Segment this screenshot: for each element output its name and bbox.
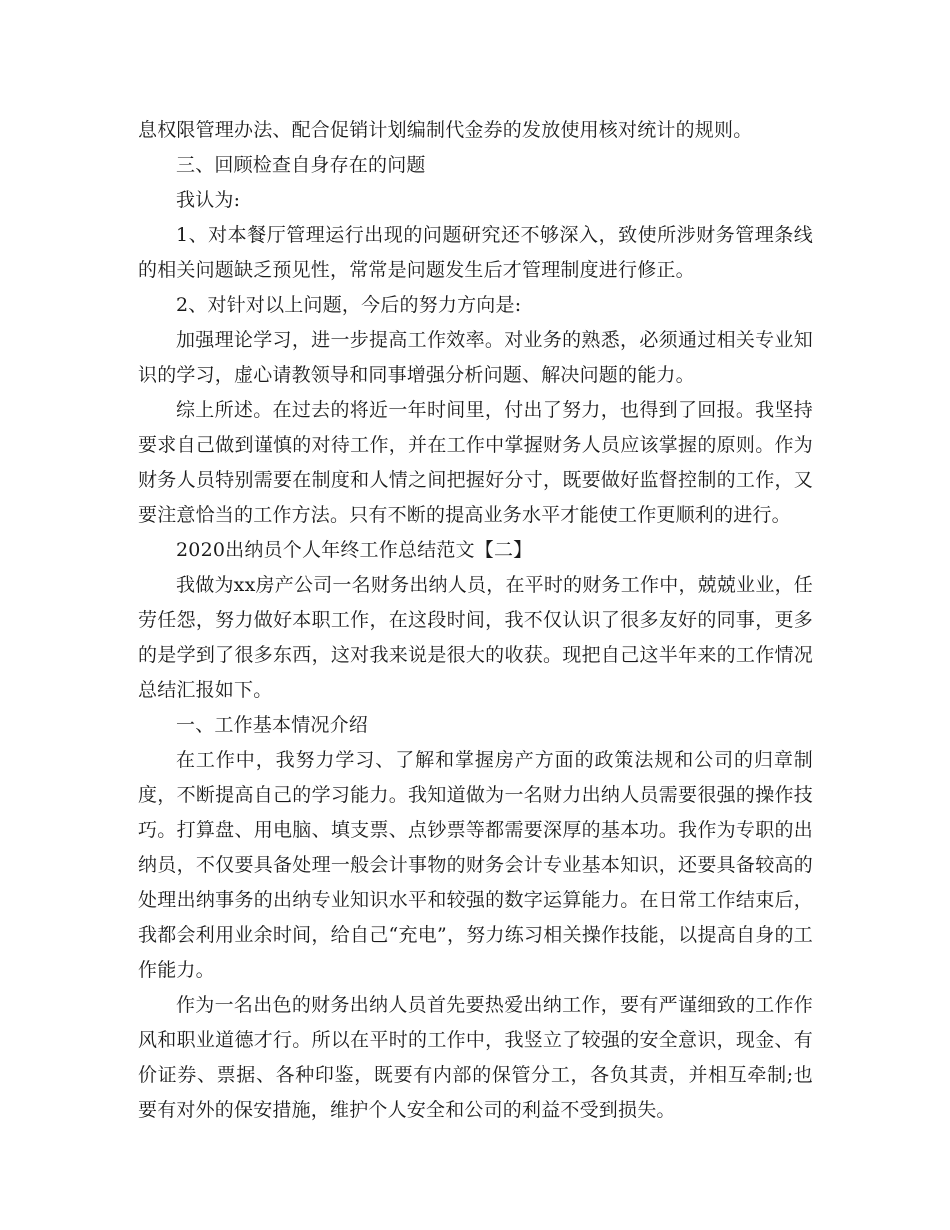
section-heading-review-problems: 三、回顾检查自身存在的问题 (176, 154, 426, 176)
paragraph-item-2: 2、对针对以上问题，今后的努力方向是: (176, 294, 522, 316)
paragraph-learning: 在工作中，我努力学习、了解和掌握房产方面的政策法规和公司的归章制度，不断提高自己的学习能力。我知道做为一名财力出纳人员需要很强的操作技巧。打算盘、用电脑、填支票、点钞票等都需要深厚的基本功。我作为专职的出纳员，不仅要具备处理一般会计事物的财务会计专业基本知识，还要具备较高的处理出纳事务的出纳专业知识水平和较强的数字运算能力。在日常工作结束后，我都会利用业余时间，给自己“充电”，努力练习相关操作技能，以提高自身的工作能力。 (138, 749, 813, 981)
paragraph-i-think: 我认为: (176, 189, 241, 211)
section-heading-basic-situation: 一、工作基本情况介绍 (176, 714, 369, 736)
paragraph-summary: 综上所述。在过去的将近一年时间里，付出了努力，也得到了回报。我坚持要求自己做到谨慎的对待工作，并在工作中掌握财务人员应该掌握的原则。作为财务人员特别需要在制度和人情之间把握好分寸，既要做好监督控制的工作，又要注意恰当的工作方法。只有不断的提高业务水平才能使工作更顺利的进行。 (138, 399, 813, 526)
document-body (138, 113, 813, 1128)
article-title-2: 2020出纳员个人年终工作总结范文【二】 (176, 539, 533, 561)
paragraph-item-1: 1、对本餐厅管理运行出现的问题研究还不够深入，致使所涉财务管理条线的相关问题缺乏预见性，常常是问题发生后才管理制度进行修正。 (138, 224, 813, 281)
paragraph-continuation: 息权限管理办法、配合促销计划编制代金券的发放使用核对统计的规则。 (138, 119, 753, 141)
paragraph-intro: 我做为xx房产公司一名财务出纳人员，在平时的财务工作中，兢兢业业，任劳任怨，努力做好本职工作，在这段时间，我不仅认识了很多友好的同事，更多的是学到了很多东西，这对我来说是很大的收获。现把自己这半年来的工作情况总结汇报如下。 (138, 574, 813, 701)
paragraph-strengthen-study: 加强理论学习，进一步提高工作效率。对业务的熟悉，必须通过相关专业知识的学习，虚心请教领导和同事增强分析问题、解决问题的能力。 (138, 329, 813, 386)
paragraph-safety: 作为一名出色的财务出纳人员首先要热爱出纳工作，要有严谨细致的工作作风和职业道德才行。所以在平时的工作中，我竖立了较强的安全意识，现金、有价证券、票据、各种印鉴，既要有内部的保管分工，各负其责，并相互牵制;也要有对外的保安措施，维护个人安全和公司的利益不受到损失。 (138, 994, 813, 1121)
